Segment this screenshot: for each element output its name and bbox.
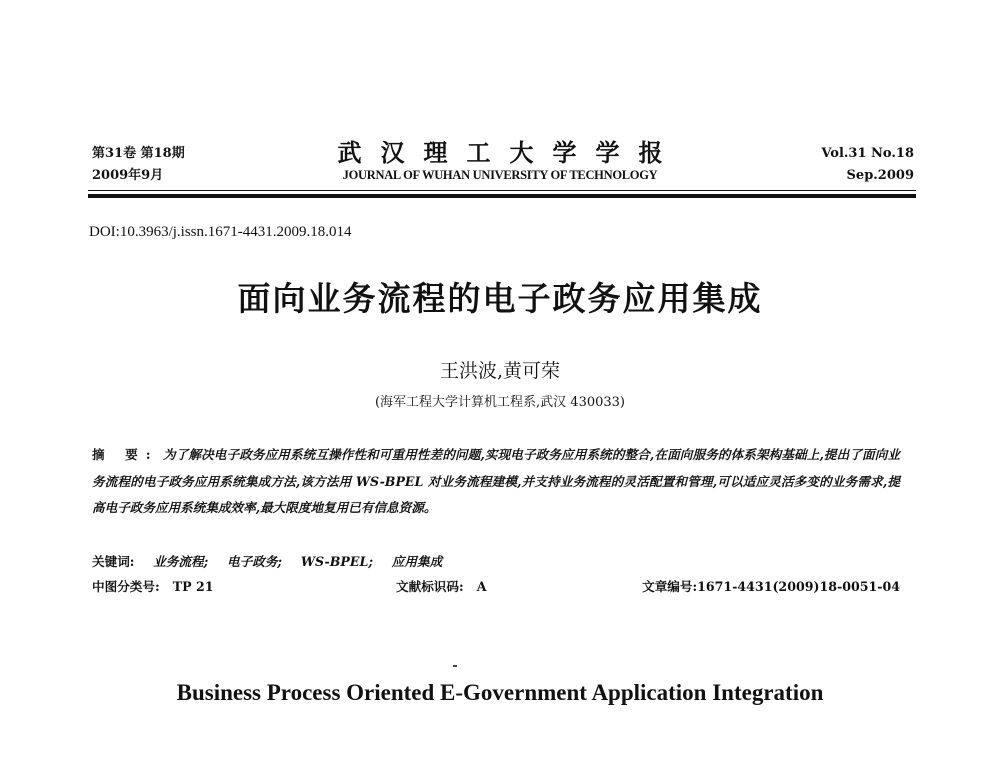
abstract-label: 摘 要: (92, 447, 159, 462)
journal-title-en: JOURNAL OF WUHAN UNIVERSITY OF TECHNOLOGY (342, 168, 658, 182)
keyword-item: WS-BPEL; (300, 554, 373, 569)
issue-date-en: Sep.2009 (846, 168, 914, 183)
abstract-text: 为了解决电子政务应用系统互操作性和可重用性差的问题,实现电子政务应用系统的整合,在面向服务的体系架构基础上,提出了面向业务流程的电子政务应用系统集成方法,该方法用 WS-BPEL 对业务流程建模,并支持业务流程的灵活配置和管理,可以适应灵活多变的业务需求,提高电子政务应用系统集成效率,最大限度地复用已有信息资源。 (92, 447, 900, 515)
keyword-item: 业务流程; (153, 554, 209, 569)
document-code-label: 文献标识码: (396, 579, 464, 594)
abstract (92, 442, 900, 522)
clc-label: 中图分类号: (92, 579, 160, 594)
article-number-label: 文章编号: (642, 579, 698, 594)
keywords-label: 关键词: (92, 554, 135, 569)
volume-issue-cn: 第31卷 第18期 (92, 146, 185, 161)
keyword-item: 电子政务; (227, 554, 283, 569)
clc-number (92, 581, 214, 594)
separator-mark (453, 665, 457, 667)
affiliation: (海军工程大学计算机工程系,武汉 430033) (374, 395, 626, 410)
document-code (396, 581, 487, 594)
authors: 王洪波,黄可荣 (439, 360, 561, 382)
article-number-value: 1671-4431(2009)18-0051-04 (697, 579, 900, 594)
keyword-item: 应用集成 (391, 554, 443, 569)
volume-issue-en: Vol.31 No.18 (821, 146, 914, 161)
article-title-en: Business Process Oriented E-Government Application Integration (176, 680, 824, 705)
article-number (642, 581, 900, 594)
document-code-value: A (476, 579, 487, 594)
journal-title-cn: 武汉理工大学学报 (337, 138, 682, 167)
masthead-rule-thick (88, 194, 916, 198)
issue-date-cn: 2009年9月 (92, 168, 164, 183)
article-title-cn: 面向业务流程的电子政务应用集成 (237, 279, 763, 318)
keywords-row (92, 556, 442, 569)
doi: DOI:10.3963/j.issn.1671-4431.2009.18.014 (89, 224, 352, 240)
masthead-rule-thin (88, 190, 916, 191)
clc-value: TP 21 (172, 579, 214, 594)
